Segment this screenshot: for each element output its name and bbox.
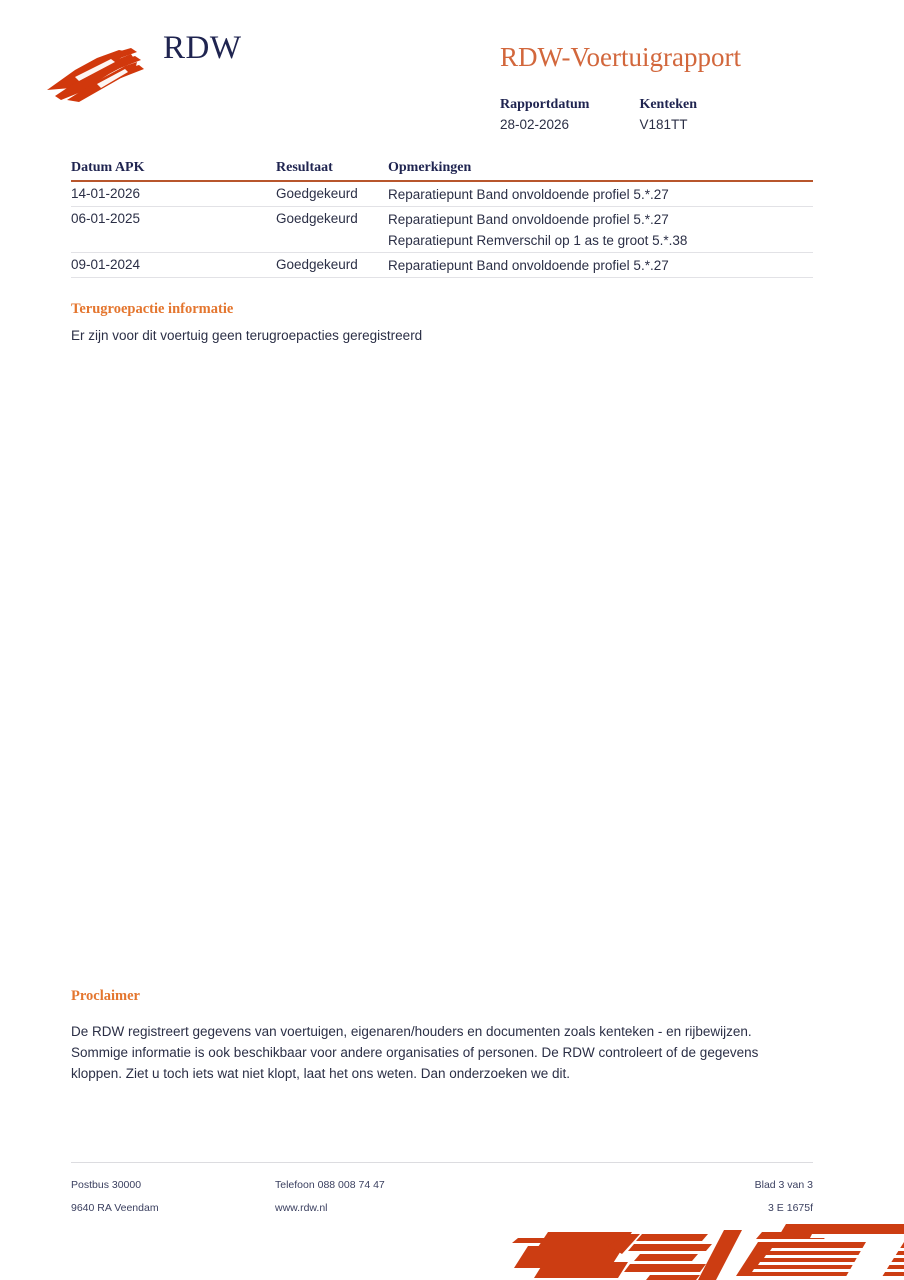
cell-result: Goedgekeurd (276, 211, 358, 226)
proclaimer-heading: Proclaimer (71, 988, 140, 1004)
table-header-row (71, 160, 813, 182)
footer-address (71, 1174, 159, 1220)
cell-remarks (388, 184, 813, 205)
plate-block (639, 96, 697, 136)
report-date-label: Rapportdatum (500, 97, 590, 112)
report-date-block (500, 96, 635, 136)
rdw-wordmark: RDW (163, 30, 242, 66)
footer-divider (71, 1162, 813, 1163)
recall-section (71, 301, 813, 346)
footer-contact (275, 1174, 385, 1220)
table-body (71, 182, 813, 278)
report-meta (500, 96, 860, 136)
cell-remarks (388, 209, 813, 251)
footer-phone: Telefoon 088 008 74 47 (275, 1179, 385, 1191)
document-footer (71, 1162, 813, 1218)
column-header-result: Resultaat (276, 160, 333, 175)
footer-page-number: Blad 3 van 3 (754, 1179, 813, 1191)
report-date-value: 28-02-2026 (500, 117, 570, 132)
plate-value: V181TT (639, 117, 688, 132)
recall-body: Er zijn voor dit voertuig geen terugroepacties geregistreerd (71, 328, 423, 343)
cell-date: 06-01-2025 (71, 211, 141, 226)
footer-form-code: 3 E 1675f (768, 1202, 813, 1214)
remark-line: Reparatiepunt Band onvoldoende profiel 5.*.27 (388, 258, 669, 273)
column-header-remarks: Opmerkingen (388, 160, 472, 175)
column-header-date: Datum APK (71, 160, 145, 175)
recall-heading: Terugroepactie informatie (71, 301, 234, 317)
table-row (71, 253, 813, 278)
cell-date: 09-01-2024 (71, 257, 141, 272)
proclaimer-section (71, 988, 813, 1084)
table-row (71, 207, 813, 253)
footer-page-info (755, 1174, 813, 1220)
document-header (0, 0, 904, 150)
cell-date: 14-01-2026 (71, 186, 141, 201)
apk-history-table (71, 160, 813, 278)
footer-address-line1: Postbus 30000 (71, 1179, 142, 1191)
cell-result: Goedgekeurd (276, 186, 358, 201)
rdw-feather-icon (45, 44, 165, 104)
table-row (71, 182, 813, 207)
rdw-bottom-graphic (500, 1220, 904, 1280)
remark-line: Reparatiepunt Remverschil op 1 as te groot 5.*.38 (388, 233, 688, 248)
proclaimer-body: De RDW registreert gegevens van voertuigen, eigenaren/houders en documenten zoals kenteken - en rijbewijzen. Sommige informatie is ook beschikbaar voor andere organisaties of personen. De RDW controleert of de gegevens kloppen. Ziet u toch iets wat niet klopt, laat het ons weten. Dan onderzoeken we dit. (71, 1024, 759, 1081)
cell-result: Goedgekeurd (276, 257, 358, 272)
remark-line: Reparatiepunt Band onvoldoende profiel 5.*.27 (388, 187, 669, 202)
rdw-logo (45, 30, 305, 100)
page-title: RDW-Voertuigrapport (500, 42, 741, 72)
remark-line: Reparatiepunt Band onvoldoende profiel 5.*.27 (388, 212, 669, 227)
cell-remarks (388, 255, 813, 276)
footer-website[interactable]: www.rdw.nl (275, 1202, 328, 1214)
plate-label: Kenteken (639, 97, 698, 112)
footer-address-line2: 9640 RA Veendam (71, 1202, 159, 1214)
